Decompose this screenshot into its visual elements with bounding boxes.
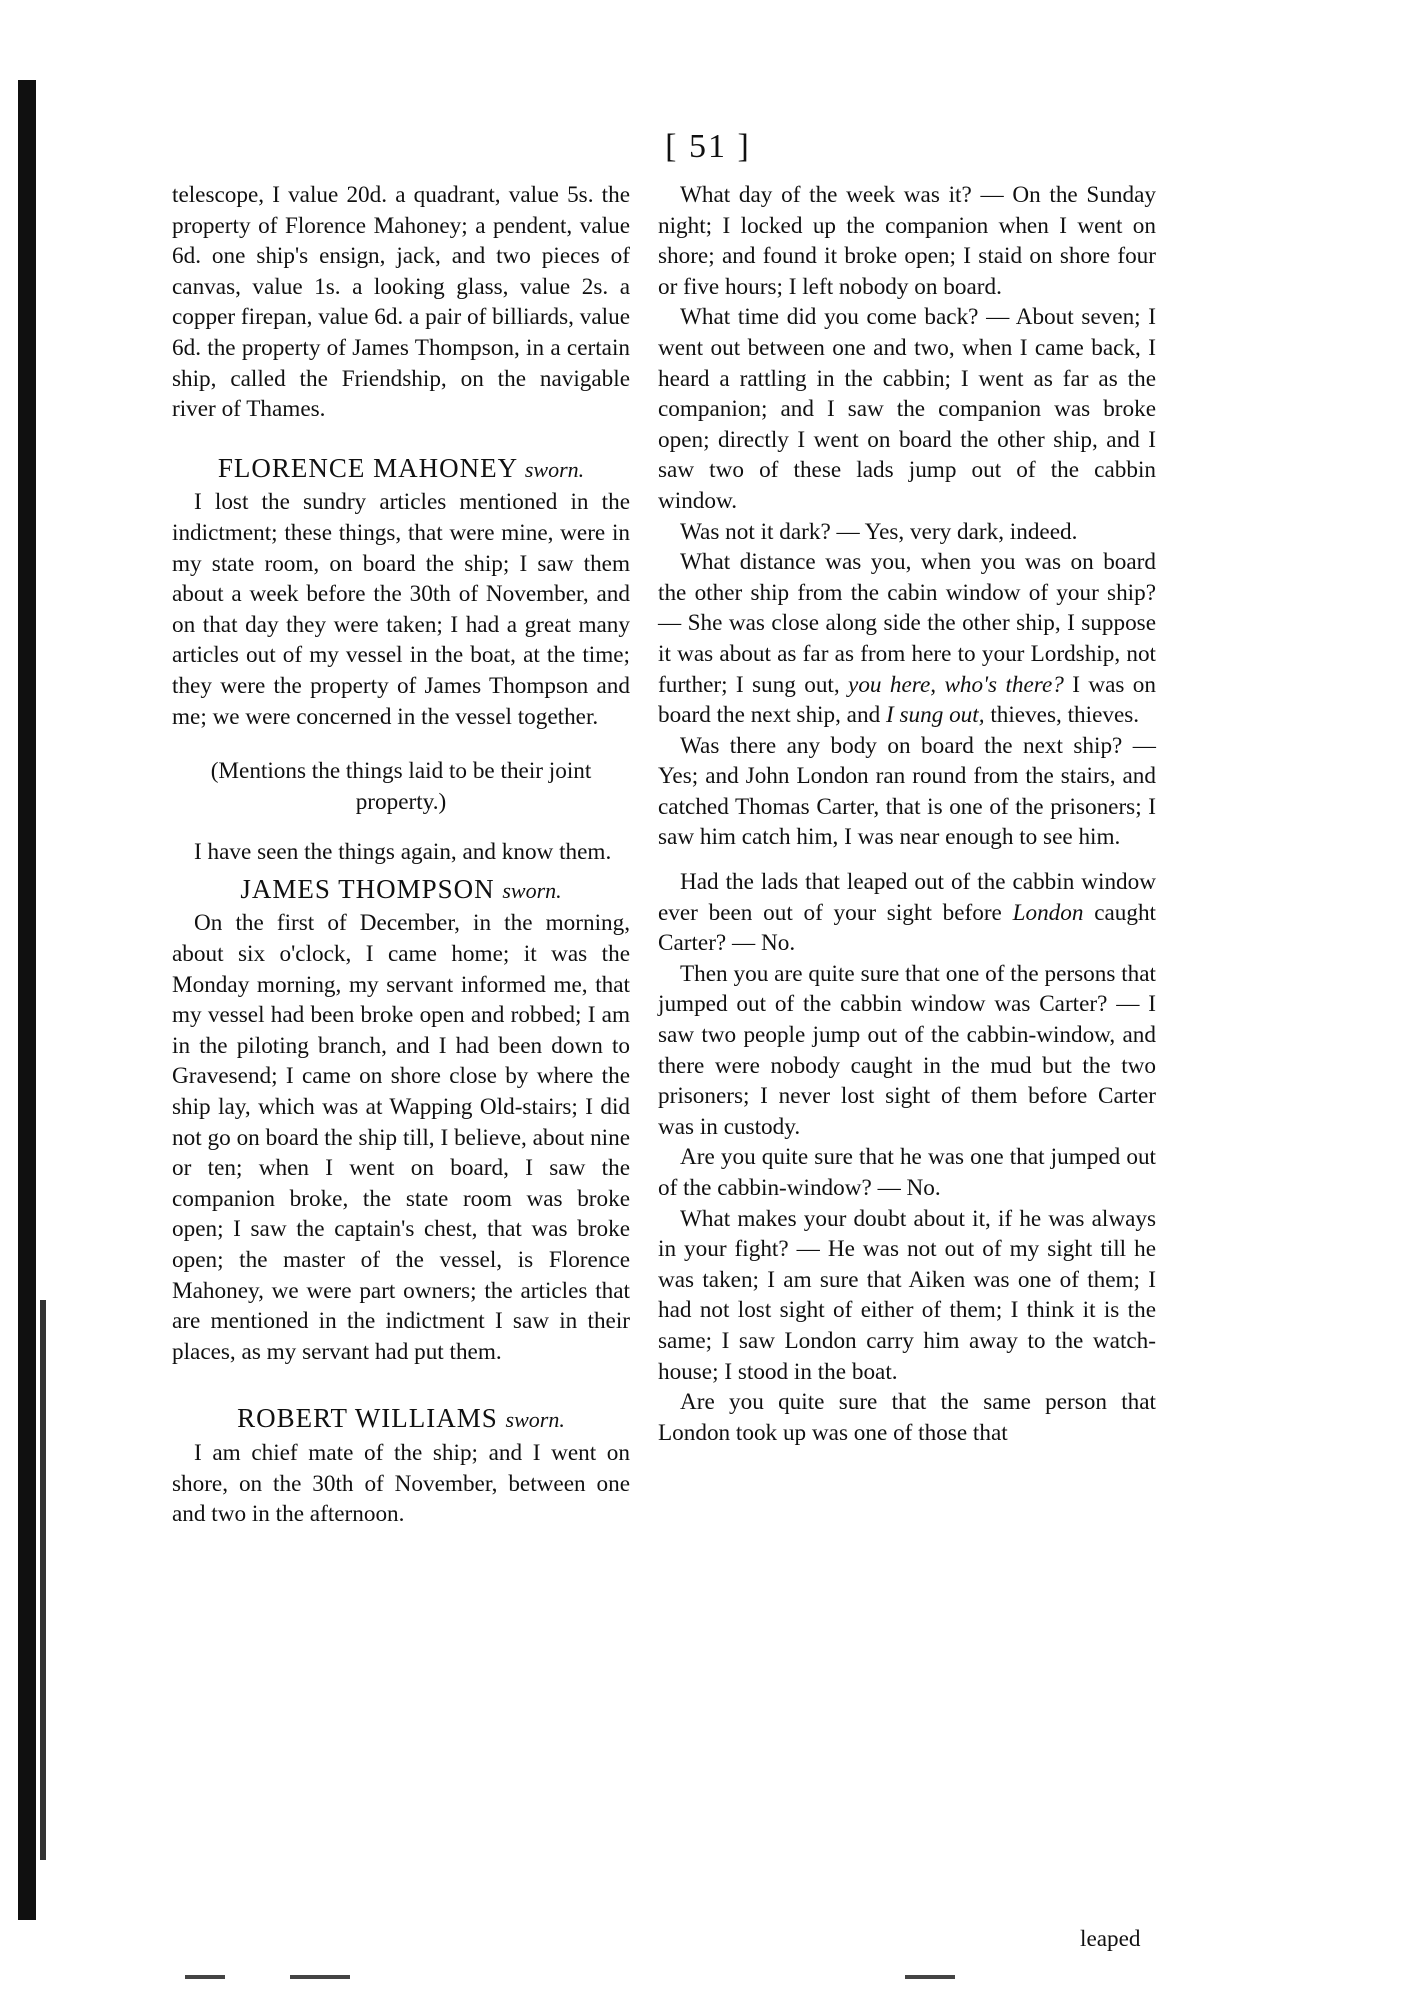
book-spine-shadow: [18, 80, 36, 1920]
witness-name: FLORENCE MAHONEY: [217, 452, 518, 483]
text-run: I was on board the next ship, and: [658, 671, 1156, 729]
italic-text: you here, who's there?: [848, 671, 1064, 698]
paragraph: Are you quite sure that the same person that London took up was one of those that: [658, 1389, 1156, 1446]
left-column: [172, 180, 630, 1530]
witness-heading-james-thompson: [172, 874, 630, 907]
sworn-label: sworn.: [524, 456, 585, 482]
text-run: thieves, thieves.: [984, 702, 1140, 729]
paragraph: What day of the week was it? — On the Sunday night; I locked up the companion when I went on shore; and found it broke open; I staid on shore four or five hours; I left nobody on board.: [658, 182, 1156, 300]
paragraph: I lost the sundry articles mentioned in the indictment; these things, that were mine, were in my state room, on board the ship; I saw them about a week before the 30th of November, and on that day they were taken; I had a great many articles out of my vessel in the boat, at the time; they were the property of James Thompson and me; we were concerned in the vessel together.: [172, 489, 630, 730]
paragraph: I have seen the things again, and know them.: [194, 839, 612, 866]
print-smudge: [185, 1975, 225, 1979]
bracketed-note: (Mentions the things laid to be their joint property.): [210, 758, 592, 815]
paragraph: [658, 547, 1156, 731]
book-spine-edge: [40, 1300, 46, 1860]
italic-text: I sung out,: [885, 702, 985, 729]
paragraph: I am chief mate of the ship; and I went on shore, on the 30th of November, between one and two in the afternoon.: [172, 1439, 630, 1528]
paragraph: Was there any body on board the next ship? — Yes; and John London ran round from the stairs, and catched Thomas Carter, that is one of the prisoners; I saw him catch him, I was near enough to see him.: [658, 732, 1156, 851]
print-smudge: [905, 1975, 955, 1979]
page-number: [ 51 ]: [665, 128, 751, 165]
catchword: leaped: [1080, 1926, 1141, 1952]
text-run: caught Carter? — No.: [658, 899, 1156, 957]
witness-heading-florence-mahoney: [172, 453, 630, 486]
text-run: Had the lads that leaped out of the cabbin window ever been out of your sight before: [658, 869, 1156, 926]
paragraph: Are you quite sure that he was one that jumped out of the cabbin-window? — No.: [658, 1144, 1156, 1201]
paragraph: Then you are quite sure that one of the persons that jumped out of the cabbin window was Carter? — I saw two people jump out of the cabbin-window, and there were nobody caught in the mud but the two prisoners; I never lost sight of them before Carter was in custody.: [658, 960, 1156, 1140]
right-column: [658, 180, 1156, 1448]
paragraph: On the first of December, in the morning, about six o'clock, I came home; it was the Monday morning, my servant informed me, that my vessel had been broke open and robbed; I am in the piloting branch, and I had been down to Gravesend; I came on shore close by where the ship lay, which was at Wapping Old-stairs; I did not go on board the ship till, I believe, about nine or ten; when I went on board, I saw the companion broke, the state room was broke open; I saw the captain's chest, that was broke open; the master of the vessel, is Florence Mahoney, we were part owners; the articles that are mentioned in the indictment I saw in their places, as my servant had put them.: [172, 910, 630, 1365]
paragraph: [658, 867, 1156, 959]
print-smudge: [290, 1975, 350, 1979]
paragraph: telescope, I value 20d. a quadrant, value 5s. the property of Florence Mahoney; a pendent, value 6d. one ship's ensign, jack, and two pieces of canvas, value 1s. a looking glass, value 2s. a copper firepan, value 6d. a pair of billiards, value 6d. the property of James Thompson, in a certain ship, called the Friendship, on the navigable river of Thames.: [172, 182, 630, 423]
witness-heading-robert-williams: [172, 1403, 630, 1436]
italic-text: London: [1012, 899, 1084, 926]
paragraph: Was not it dark? — Yes, very dark, indeed.: [680, 518, 1078, 545]
paragraph: What time did you come back? — About seven; I went out between one and two, when I came back, I heard a rattling in the cabbin; I went as far as the companion; and I saw the companion was broke open; directly I went on board the other ship, and I saw two of these lads jump out of the cabbin window.: [658, 304, 1156, 514]
sworn-label: sworn.: [502, 877, 562, 903]
sworn-label: sworn.: [505, 1407, 565, 1433]
witness-name: JAMES THOMPSON: [240, 873, 495, 904]
text-run: What distance was you, when you was on board the other ship from the cabin window of your ship? — She was close along side the other ship, I suppose it was about as far as from here to your Lordship, not further; I sung out,: [658, 549, 1156, 698]
witness-name: ROBERT WILLIAMS: [237, 1403, 498, 1434]
paragraph: What makes your doubt about it, if he was always in your fight? — He was not out of my sight till he was taken; I am sure that Aiken was one of them; I had not lost sight of either of them; I think it is the same; I saw London carry him away to the watch-house; I stood in the boat.: [658, 1205, 1156, 1385]
